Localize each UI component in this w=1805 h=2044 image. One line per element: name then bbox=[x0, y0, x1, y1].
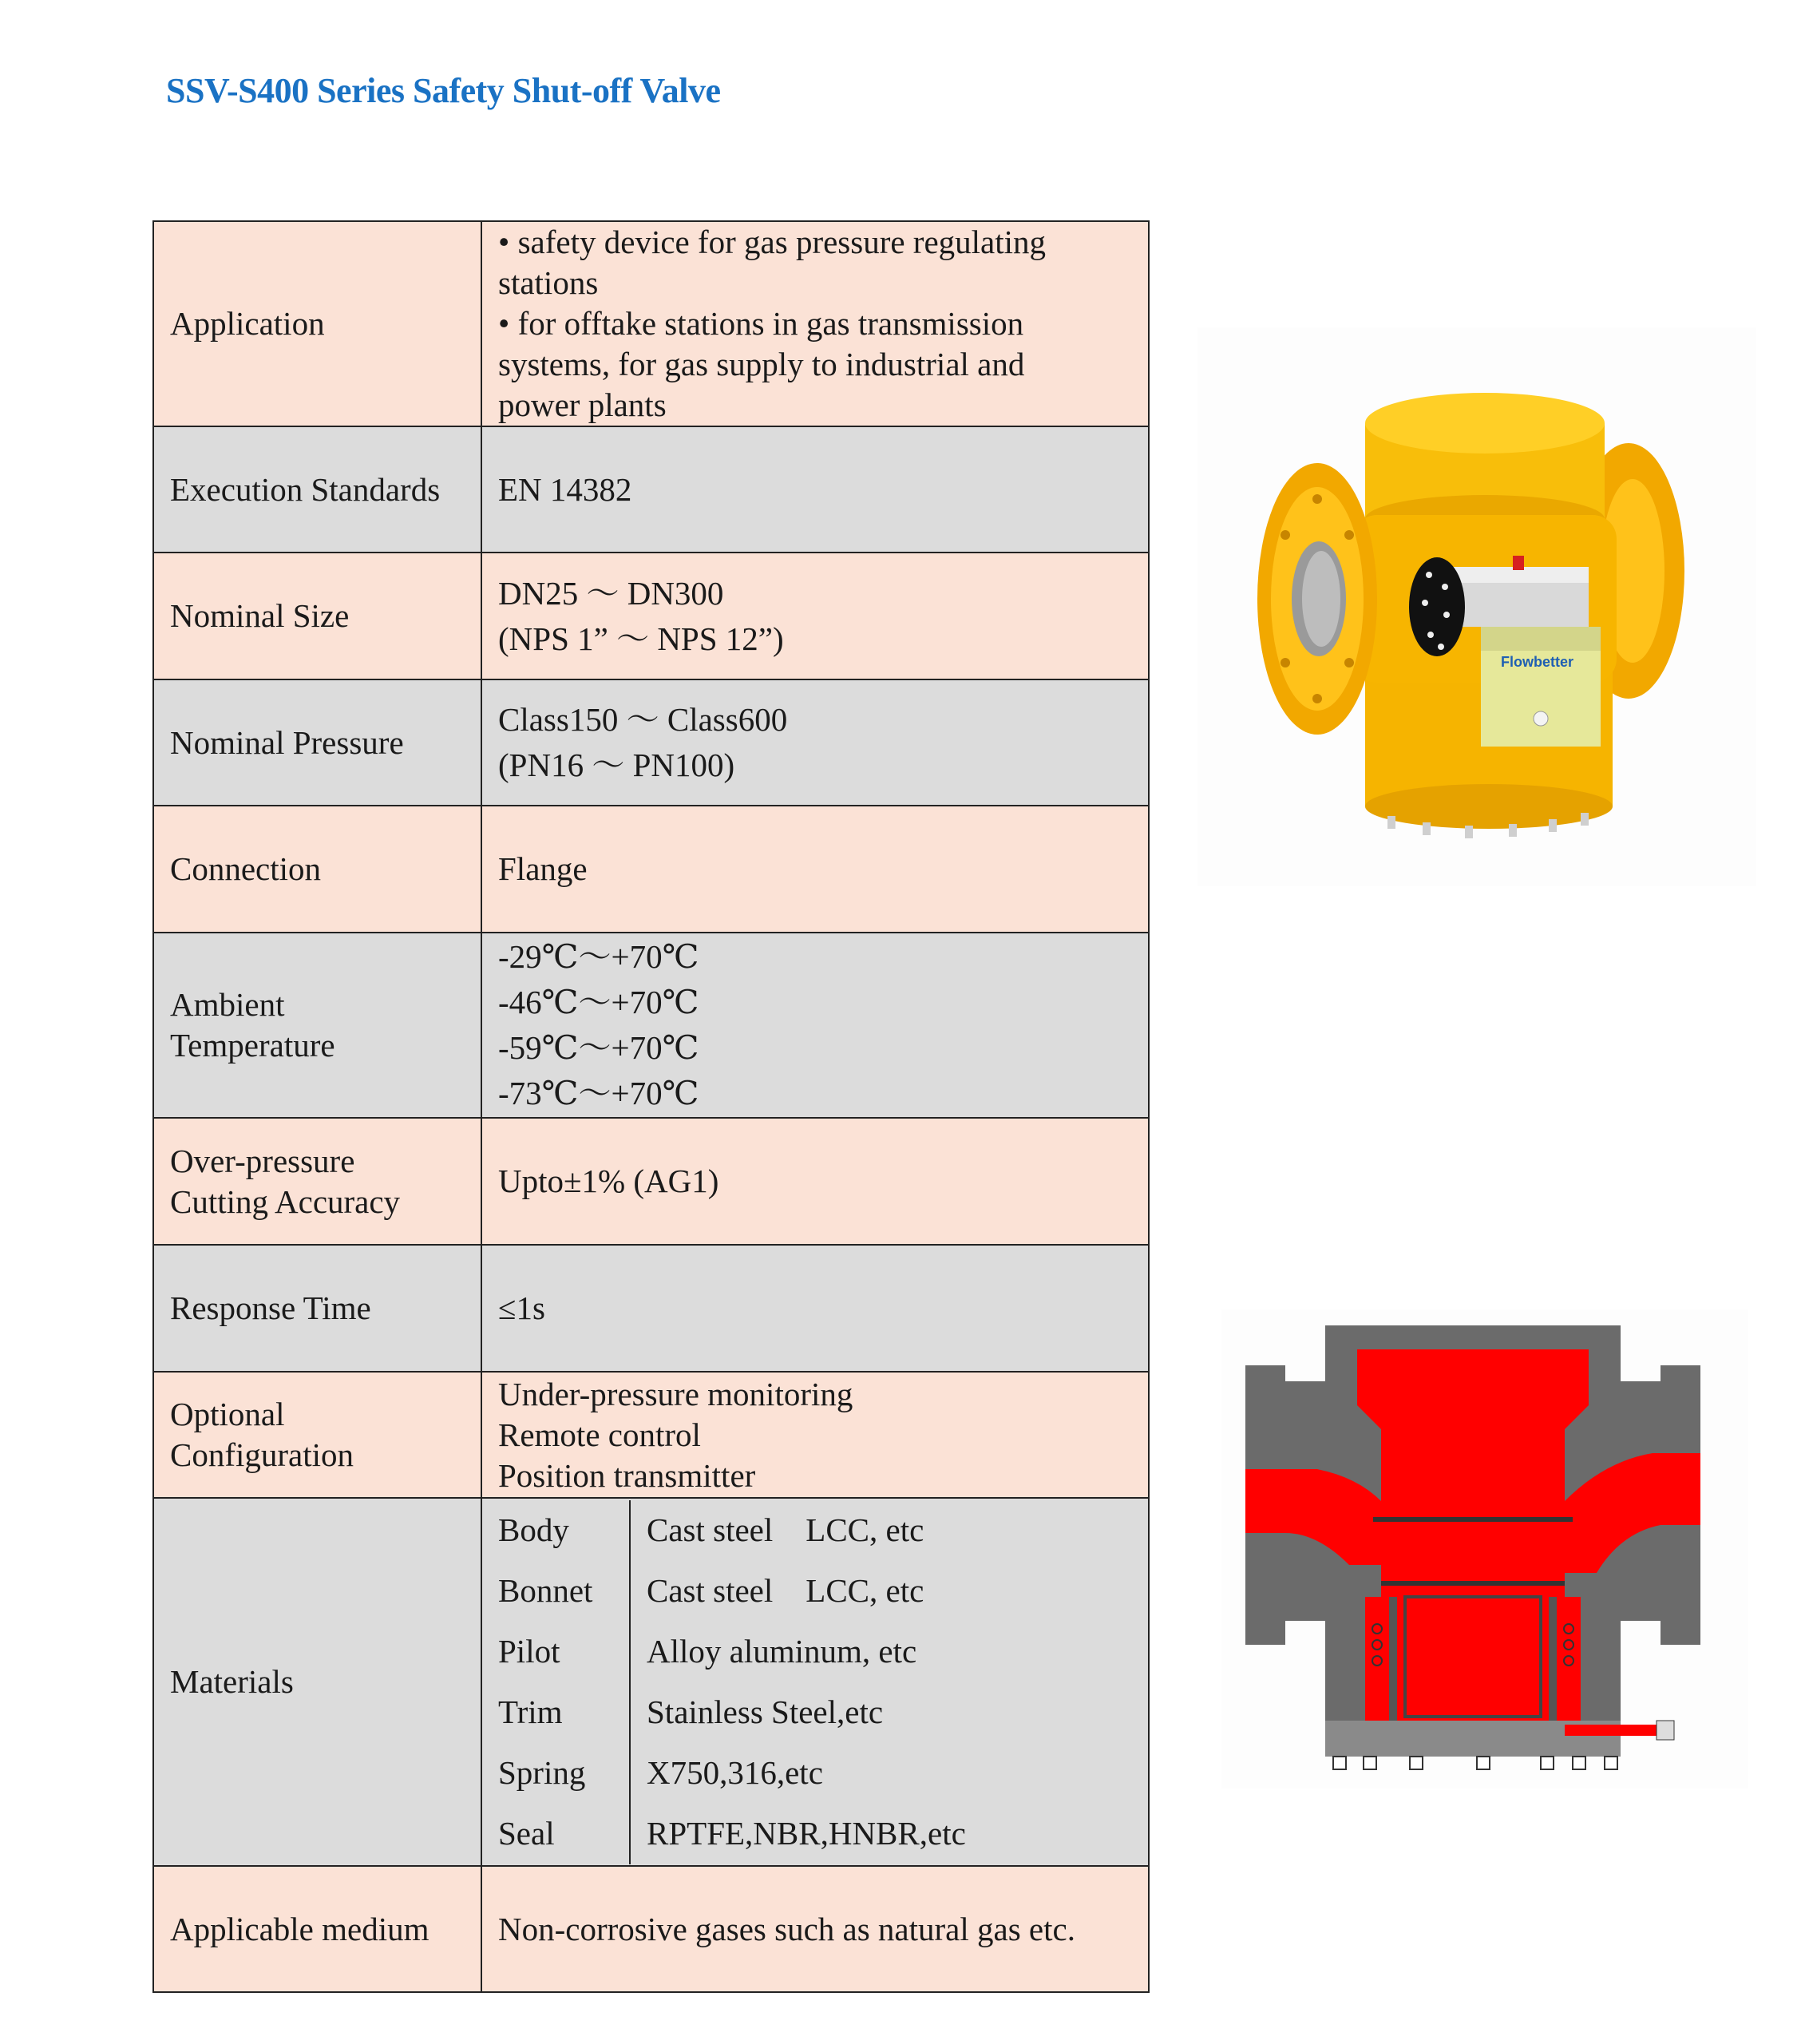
upper-chamber bbox=[1357, 1349, 1589, 1493]
value-line: stations bbox=[498, 264, 599, 301]
row-label bbox=[153, 933, 481, 1118]
material-part: Seal bbox=[482, 1804, 630, 1864]
material-value: Alloy aluminum, etc bbox=[630, 1622, 1148, 1682]
row-label: Applicable medium bbox=[153, 1866, 481, 1992]
row-value bbox=[481, 1372, 1149, 1498]
material-part: Bonnet bbox=[482, 1561, 630, 1622]
material-row bbox=[482, 1743, 1148, 1804]
material-part: Trim bbox=[482, 1682, 630, 1743]
value-line: (NPS 1” ～ NPS 12”) bbox=[498, 620, 784, 657]
materials-table bbox=[482, 1500, 1148, 1864]
valve-product-image bbox=[1197, 327, 1756, 886]
label-line: Ambient bbox=[170, 986, 285, 1023]
top-cap bbox=[1365, 393, 1605, 454]
value-line: Under-pressure monitoring bbox=[498, 1375, 853, 1412]
material-part: Body bbox=[482, 1500, 630, 1561]
value-line: -73℃～+70℃ bbox=[498, 1075, 699, 1111]
row-label: Nominal Size bbox=[153, 553, 481, 679]
lower-chamber bbox=[1365, 1597, 1581, 1725]
row-nominal-size bbox=[153, 553, 1149, 679]
page-title: SSV-S400 Series Safety Shut-off Valve bbox=[166, 71, 721, 110]
value-line: -29℃～+70℃ bbox=[498, 938, 699, 975]
row-label: Connection bbox=[153, 806, 481, 933]
row-connection bbox=[153, 806, 1149, 933]
row-value: Non-corrosive gases such as natural gas etc. bbox=[481, 1866, 1149, 1992]
material-part: Pilot bbox=[482, 1622, 630, 1682]
material-row bbox=[482, 1622, 1148, 1682]
row-nominal-pressure bbox=[153, 679, 1149, 806]
value-line: DN25 ～ DN300 bbox=[498, 574, 724, 612]
material-value: X750,316,etc bbox=[630, 1743, 1148, 1804]
materials-table-cell bbox=[481, 1498, 1149, 1866]
material-row bbox=[482, 1682, 1148, 1743]
row-value bbox=[481, 553, 1149, 679]
row-label: Application bbox=[153, 221, 481, 426]
value-line: -46℃～+70℃ bbox=[498, 984, 699, 1020]
value-line: • for offtake stations in gas transmission bbox=[498, 305, 1024, 342]
row-value bbox=[481, 806, 1149, 933]
row-value bbox=[481, 1118, 1149, 1245]
row-ambient-temperature bbox=[153, 933, 1149, 1118]
row-value bbox=[481, 221, 1149, 426]
spec-table bbox=[152, 220, 1150, 1993]
row-label: Materials bbox=[153, 1498, 481, 1866]
row-label: Execution Standards bbox=[153, 426, 481, 553]
value-line: Upto±1% (AG1) bbox=[498, 1163, 719, 1199]
value-line: Flange bbox=[498, 850, 588, 887]
material-value: Stainless Steel,etc bbox=[630, 1682, 1148, 1743]
actuator-cap bbox=[1409, 557, 1465, 656]
valve-cross-section-image bbox=[1221, 1309, 1748, 1788]
row-value bbox=[481, 1245, 1149, 1372]
value-line: Remote control bbox=[498, 1416, 701, 1453]
row-execution-standards bbox=[153, 426, 1149, 553]
label-line: Cutting Accuracy bbox=[170, 1182, 401, 1220]
value-line: -59℃～+70℃ bbox=[498, 1029, 699, 1066]
value-line: power plants bbox=[498, 386, 667, 423]
material-value: RPTFE,NBR,HNBR,etc bbox=[630, 1804, 1148, 1864]
material-value: Cast steel LCC, etc bbox=[630, 1561, 1148, 1622]
material-row bbox=[482, 1500, 1148, 1561]
row-label bbox=[153, 1372, 481, 1498]
row-label: Nominal Pressure bbox=[153, 679, 481, 806]
row-materials bbox=[153, 1498, 1149, 1866]
value-line: Position transmitter bbox=[498, 1456, 756, 1494]
row-value bbox=[481, 426, 1149, 553]
label-line: Configuration bbox=[170, 1436, 354, 1473]
row-value bbox=[481, 933, 1149, 1118]
row-label: Response Time bbox=[153, 1245, 481, 1372]
row-applicable-medium bbox=[153, 1866, 1149, 1992]
material-part: Spring bbox=[482, 1743, 630, 1804]
label-line: Optional bbox=[170, 1396, 285, 1432]
label-line: Temperature bbox=[170, 1027, 335, 1064]
material-value: Cast steel LCC, etc bbox=[630, 1500, 1148, 1561]
valve-product-illustration bbox=[1197, 327, 1756, 886]
value-line: Class150 ～ Class600 bbox=[498, 701, 788, 738]
label-line: Over-pressure bbox=[170, 1142, 355, 1179]
value-line: • safety device for gas pressure regulating bbox=[498, 224, 1047, 260]
value-line: (PN16 ～ PN100) bbox=[498, 747, 735, 783]
value-line: ≤1s bbox=[498, 1289, 545, 1326]
row-application bbox=[153, 221, 1149, 426]
cross-section-illustration bbox=[1221, 1309, 1748, 1788]
value-line: systems, for gas supply to industrial and bbox=[498, 346, 1025, 382]
row-response-time bbox=[153, 1245, 1149, 1372]
material-row bbox=[482, 1804, 1148, 1864]
material-row bbox=[482, 1561, 1148, 1622]
brand-label: Flowbetter bbox=[1501, 654, 1574, 670]
row-over-pressure-accuracy bbox=[153, 1118, 1149, 1245]
value-line: EN 14382 bbox=[498, 470, 632, 508]
row-label bbox=[153, 1118, 481, 1245]
row-optional-configuration bbox=[153, 1372, 1149, 1498]
row-value bbox=[481, 679, 1149, 806]
